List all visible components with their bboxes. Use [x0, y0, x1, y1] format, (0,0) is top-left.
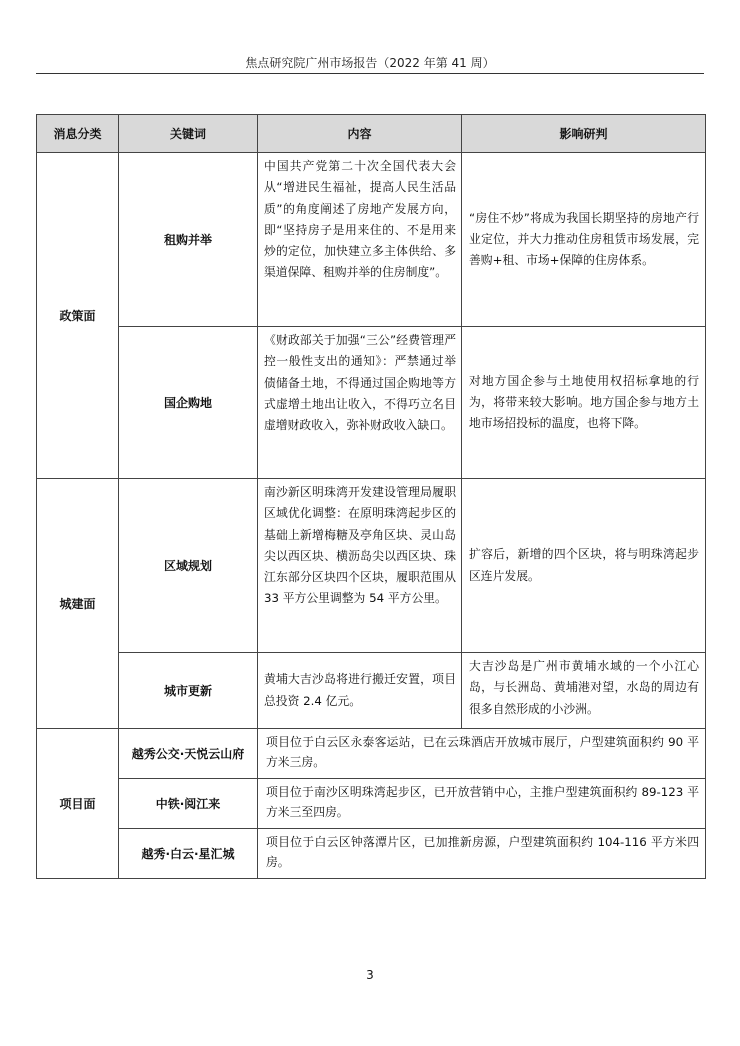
category-cell-urban: 城建面	[37, 479, 119, 729]
table-row	[37, 327, 706, 479]
keyword-cell: 区域规划	[119, 479, 258, 653]
impact-cell: 扩容后，新增的四个区块，将与明珠湾起步区连片发展。	[462, 479, 706, 653]
project-content-cell: 项目位于白云区永泰客运站，已在云珠酒店开放城市展厅，户型建筑面积约 90 平方米三房。	[258, 729, 706, 779]
column-header-category: 消息分类	[37, 115, 119, 153]
content-cell: 《财政部关于加强“三公”经费管理严控一般性支出的通知》：严禁通过举债储备土地，不得通过国企购地等方式虚增土地出让收入，不得巧立名目虚增财政收入，弥补财政收入缺口。	[258, 327, 462, 479]
keyword-cell: 越秀·白云·星汇城	[119, 829, 258, 879]
category-cell-policy: 政策面	[37, 153, 119, 479]
impact-cell: 大吉沙岛是广州市黄埔水域的一个小江心岛，与长洲岛、黄埔港对望，水岛的周边有很多自然形成的小沙洲。	[462, 653, 706, 729]
table-row	[37, 479, 706, 653]
impact-cell: 对地方国企参与土地使用权招标拿地的行为，将带来较大影响。地方国企参与地方土地市场招投标的温度，也将下降。	[462, 327, 706, 479]
content-cell: 中国共产党第二十次全国代表大会从“增进民生福祉，提高人民生活品质”的角度阐述了房地产发展方向，即“坚持房子是用来住的、不是用来炒的定位，加快建立多主体供给、多渠道保障、租购并举的住房制度”。	[258, 153, 462, 327]
table-row	[37, 653, 706, 729]
content-cell: 南沙新区明珠湾开发建设管理局履职区域优化调整：在原明珠湾起步区的基础上新增梅糖及亭角区块、灵山岛尖以西区块、横沥岛尖以西区块、珠江东部分区块四个区块，履职范围从 33 平方公里调整为 54 平方公里。	[258, 479, 462, 653]
keyword-cell: 国企购地	[119, 327, 258, 479]
table-header-row	[37, 115, 706, 153]
table-row	[37, 153, 706, 327]
impact-cell: “房住不炒”将成为我国长期坚持的房地产行业定位，并大力推动住房租赁市场发展，完善购+租、市场+保障的住房体系。	[462, 153, 706, 327]
column-header-content: 内容	[258, 115, 462, 153]
page-number: 3	[366, 968, 374, 982]
category-cell-project: 项目面	[37, 729, 119, 879]
report-header: 焦点研究院广州市场报告（2022 年第 41 周）	[245, 56, 495, 70]
keyword-cell: 租购并举	[119, 153, 258, 327]
column-header-keyword: 关键词	[119, 115, 258, 153]
table-row	[37, 779, 706, 829]
keyword-cell: 城市更新	[119, 653, 258, 729]
header-divider	[36, 73, 704, 74]
keyword-cell: 越秀公交·天悦云山府	[119, 729, 258, 779]
table-row	[37, 829, 706, 879]
column-header-impact: 影响研判	[462, 115, 706, 153]
news-table	[36, 114, 706, 879]
project-content-cell: 项目位于南沙区明珠湾起步区，已开放营销中心，主推户型建筑面积约 89-123 平方米三至四房。	[258, 779, 706, 829]
table-row	[37, 729, 706, 779]
project-content-cell: 项目位于白云区钟落潭片区，已加推新房源，户型建筑面积约 104-116 平方米四房。	[258, 829, 706, 879]
keyword-cell: 中铁·阅江来	[119, 779, 258, 829]
content-cell: 黄埔大吉沙岛将进行搬迁安置，项目总投资 2.4 亿元。	[258, 653, 462, 729]
